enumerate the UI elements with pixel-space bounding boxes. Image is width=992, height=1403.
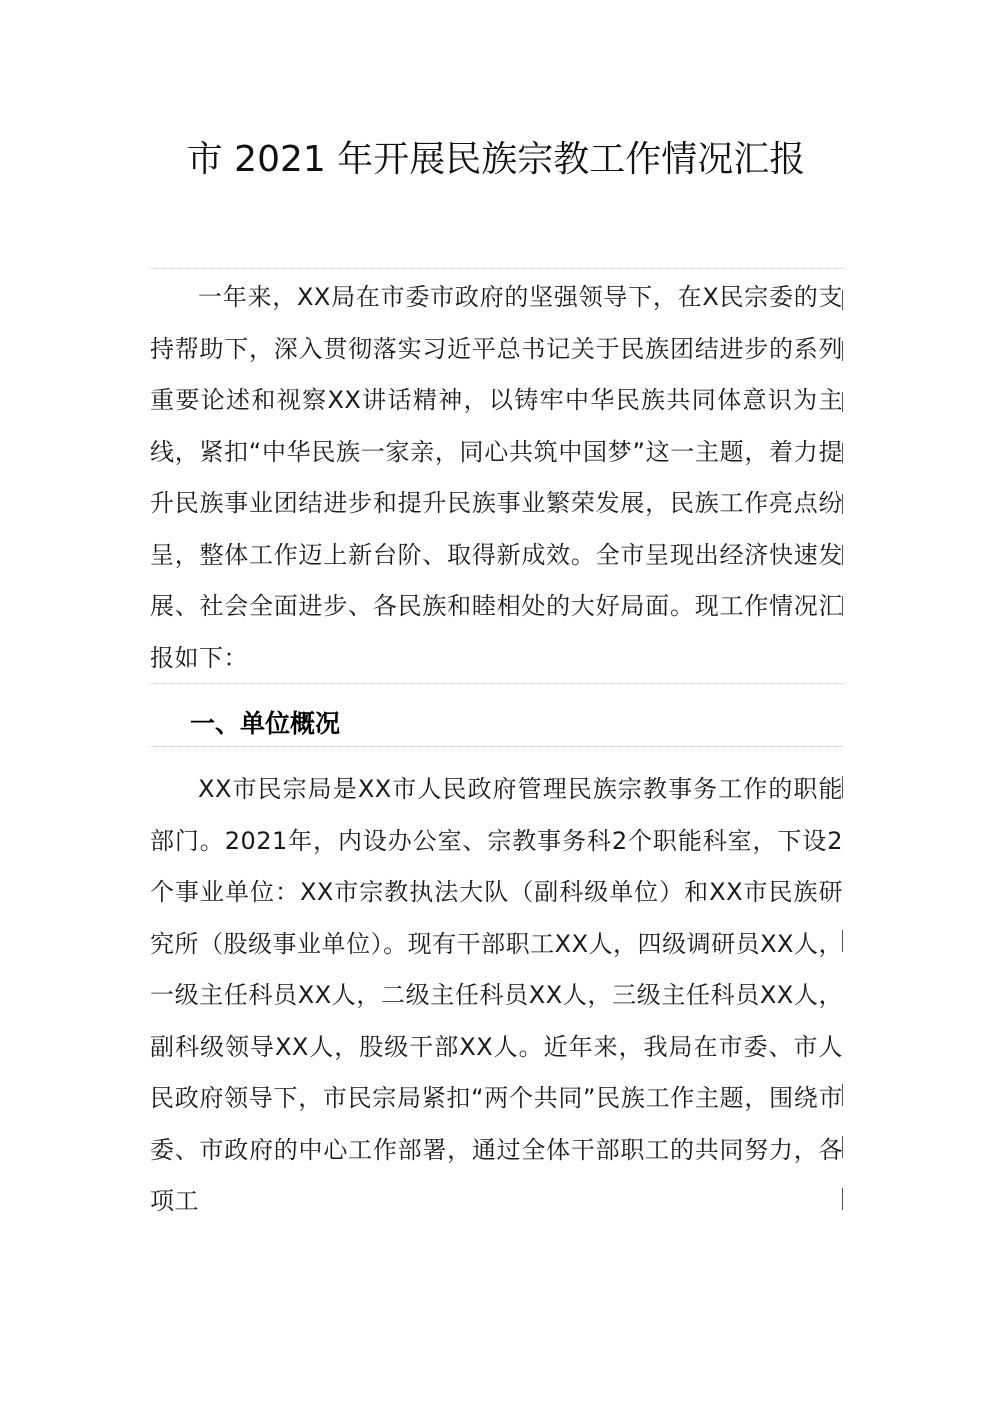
text-edge-mark	[842, 1188, 843, 1210]
text-edge-mark	[842, 392, 843, 412]
document-title: 市 2021 年开展民族宗教工作情况汇报	[186, 139, 806, 180]
paragraph-top-rule	[150, 268, 843, 269]
paragraph-unit-overview: XX市民宗局是XX市人民政府管理民族宗教事务工作的职能部门。2021年，内设办公室、宗教事务科2个职能科室，下设2个事业单位：XX市宗教执法大队（副科级单位）和XX市民族研究所（股级事业单位）。现有干部职工XX人，四级调研员XX人，一级主任科员XX人，二级主任科员XX人，三级主任科员XX人，副科级领导XX人，股级干部XX人。近年来，我局在市委、市人民政府领导下，市民宗局紧扣“两个共同”民族工作主题，围绕市委、市政府的中心工作部署，通过全体干部职工的共同努力，各项工	[150, 775, 843, 1215]
paragraph-top-rule	[150, 746, 843, 747]
text-edge-mark	[842, 776, 843, 798]
text-edge-mark	[842, 494, 843, 514]
text-edge-mark	[842, 596, 843, 616]
text-edge-mark	[842, 443, 843, 463]
paragraph-intro: 一年来，XX局在市委市政府的坚强领导下，在X民宗委的支持帮助下，深入贯彻落实习近平总书记关于民族团结进步的系列重要论述和视察XX讲话精神，以铸牢中华民族共同体意识为主线，紧扣“中华民族一家亲，同心共筑中国梦”这一主题，着力提升民族事业团结进步和提升民族事业繁荣发展，民族工作亮点纷呈，整体工作迈上新台阶、取得新成效。全市呈现出经济快速发展、社会全面进步、各民族和睦相处的大好局面。现工作情况汇报如下：	[150, 283, 843, 672]
text-edge-mark	[842, 1136, 843, 1158]
paragraph-bottom-rule	[150, 683, 843, 684]
text-edge-mark	[842, 930, 843, 952]
section-heading: 一、单位概况	[190, 709, 341, 738]
text-edge-mark	[842, 1084, 843, 1106]
text-edge-mark	[842, 341, 843, 361]
text-edge-mark	[842, 290, 843, 310]
text-edge-mark	[842, 545, 843, 565]
